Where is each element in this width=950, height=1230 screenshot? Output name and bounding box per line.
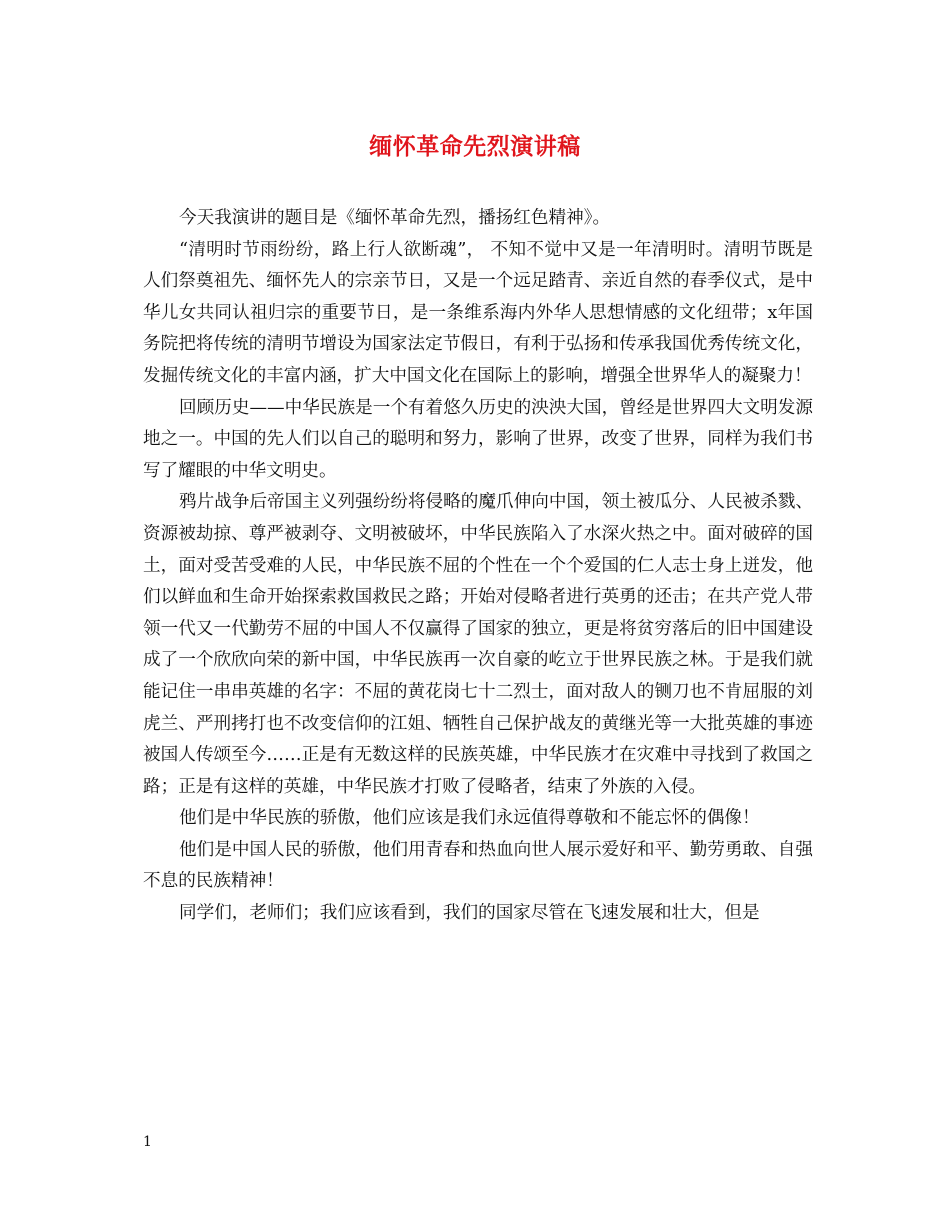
document-body (143, 203, 813, 930)
paragraph-national-pride: 他们是中华民族的骄傲，他们应该是我们永远值得尊敬和不能忘怀的偶像！ (179, 808, 760, 829)
paragraph-opium-war: 鸦片战争后帝国主义列强纷纷将侵略的魔爪伸向中国，领土被瓜分、人民被杀戮、资源被劫掠、尊严被剥夺、文明被破坏，中华民族陷入了水深火热之中。面对破碎的国土，面对受苦受难的人民，中华民族不屈的个性在一个个爱国的仁人志士身上迸发，他们以鲜血和生命开始探索救国救民之路；开始对侵略者进行英勇的还击；在共产党人带领一代又一代勤劳不屈的中国人不仅赢得了国家的独立，更是将贫穷落后的旧中国建设成了一个欣欣向荣的新中国，中华民族再一次自豪的屹立于世界民族之林。于是我们就能记住一串串英雄的名字：不屈的黄花岗七十二烈士，面对敌人的铡刀也不肯屈服的刘虎兰、严刑拷打也不改变信仰的江姐、牺牲自己保护战友的黄继光等一大批英雄的事迹被国人传颂至今……正是有无数这样的民族英雄，中华民族才在灾难中寻找到了救国之路；正是有这样的英雄，中华民族才打败了侵略者，结束了外族的入侵。 (143, 492, 813, 797)
document-title: 缅怀革命先烈演讲稿 (369, 133, 581, 160)
paragraph-qingming: “清明时节雨纷纷，路上行人欲断魂”， 不知不觉中又是一年清明时。清明节既是人们祭奠祖先、缅怀先人的宗亲节日，又是一个远足踏青、亲近自然的春季仪式，是中华儿女共同认祖归宗的重要节日，是一条维系海内外华人思想情感的文化纽带；x年国务院把将传统的清明节增设为国家法定节假日，有利于弘扬和传承我国优秀传统文化，发掘传统文化的丰富内涵，扩大中国文化在国际上的影响，增强全世界华人的凝聚力！ (143, 239, 813, 386)
paragraph-students-teachers: 同学们，老师们；我们应该看到，我们的国家尽管在飞速发展和壮大，但是 (179, 903, 760, 924)
paragraph-topic: 今天我演讲的题目是《缅怀革命先烈，播扬红色精神》。 (179, 208, 611, 228)
paragraph-people-pride: 他们是中国人民的骄傲，他们用青春和热血向世人展示爱好和平、勤劳勇敢、自强不息的民族精神！ (143, 839, 813, 892)
page-number: 1 (143, 1134, 152, 1150)
paragraph-history: 回顾历史——中华民族是一个有着悠久历史的泱泱大国，曾经是世界四大文明发源地之一。中国的先人们以自己的聪明和努力，影响了世界，改变了世界，同样为我们书写了耀眼的中华文明史。 (143, 397, 813, 481)
